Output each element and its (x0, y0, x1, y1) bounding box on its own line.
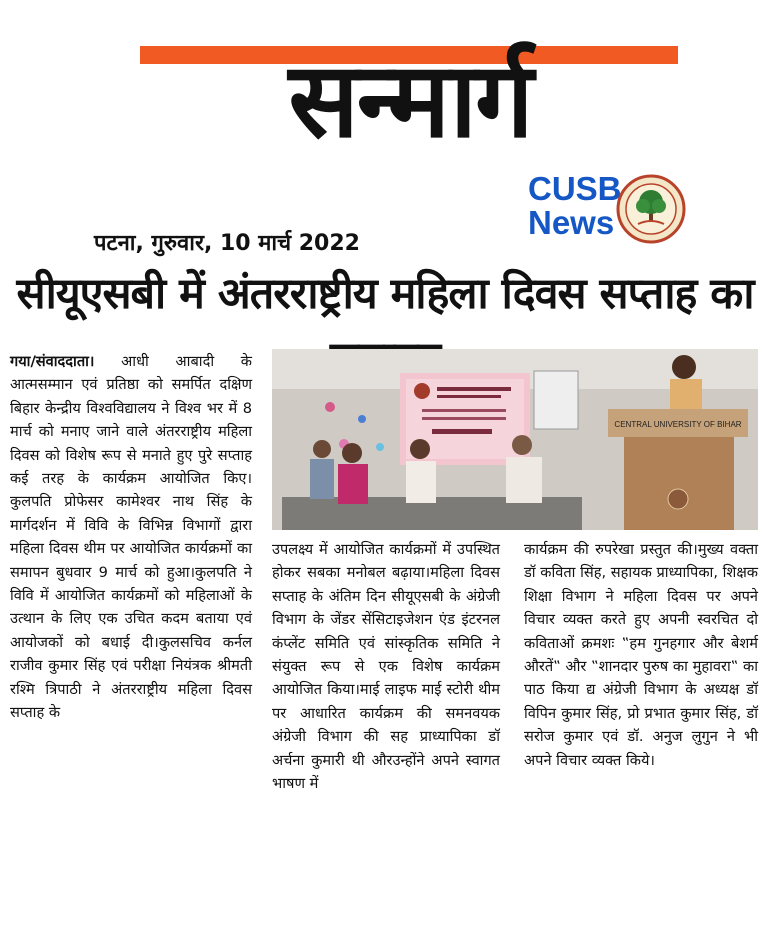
university-seal-icon (616, 174, 686, 244)
newspaper-name: सन्मार्ग (288, 39, 532, 161)
column-2-text: उपलक्ष्य में आयोजित कार्यक्रमों में उपस्थित होकर सबका मनोबल बढ़ाया।महिला दिवस सप्ताह के अंतिम दिन सीयूएसबी के अंग्रेजी विभाग के जेंडर सेंसिटाइजेशन एंड इंटरनल कंप्लेंट समिति एवं सांस्कृतिक समिति ने संयुक्त रूप से एक विशेष कार्यक्रम आयोजित किया।माई लाइफ माई स्टोरी थीम पर आधारित कार्यक्रम की समनवयक अंग्रेजी विभाग की सह प्राध्यापिका डॉ अर्चना कुमारी थी औरउन्होंने अपने स्वागत भाषण में (272, 541, 500, 793)
article-column-3 (524, 538, 758, 772)
column-1-text: आधी आबादी के आत्मसम्मान एवं प्रतिष्ठा को समर्पित दक्षिण बिहार केन्द्रीय विश्वविद्यालय ने विश्व भर में 8 मार्च को मनाए जाने वाले अंतरराष्ट्रीय महिला दिवस को विशेष रूप से मनाते हुए पुरे सप्ताह कई तरह के कार्यक्रम आयोजित किए। कुलपति प्रोफेसर कामेश्वर नाथ सिंह के मार्गदर्शन में विवि के विभिन्न विभागों द्वारा महिला दिवस थीम पर आयोजित कार्यक्रमों का समापन बुधवार 9 मार्च को हुआ।कुलपति ने विवि में आयोजित कार्यक्रमों को महिलाओं के उत्थान के लिए एक उचित कदम बताया एवं आयोजकों को बधाई दी।कुलसचिव कर्नल राजीव कुमार सिंह एवं परीक्षा नियंत्रक श्रीमती रश्मि त्रिपाठी ने अंतरराष्ट्रीय महिला दिवस सप्ताह के (10, 353, 252, 722)
event-photo-illustration (272, 349, 758, 530)
podium-text: CENTRAL UNIVERSITY OF BIHAR (614, 420, 742, 429)
cusb-news-label (528, 170, 622, 241)
byline: गया/संवाददाता। (10, 353, 95, 370)
news-label: News (528, 204, 615, 241)
masthead (140, 20, 680, 161)
article-column-1 (10, 350, 252, 725)
cusb-label: CUSB (528, 170, 622, 207)
dateline: पटना, गुरुवार, 10 मार्च 2022 (94, 231, 360, 256)
column-3-text: कार्यक्रम की रुपरेखा प्रस्तुत की।मुख्य वक्ता डॉ कविता सिंह, सहायक प्राध्यापिका, शिक्षक शिक्षा विभाग ने महिला दिवस पर अपने विचार व्यक्त करते हुए अपनी स्वरचित दो कविताओं क्रमशः ‟हम गुनहगार और बेशर्म औरतें‟ और ‟शानदार पुरुष का मुहावरा‟ का पाठ किया द्य अंग्रेजी विभाग के अध्यक्ष डॉ विपिन कुमार सिंह, प्रो प्रभात कुमार सिंह, डॉ सरोज कुमार एवं डॉ. अनुज लुगुन ने भी अपने विचार व्यक्त किये। (524, 541, 758, 769)
article-headline: सीयूएसबी में अंतरराष्ट्रीय महिला दिवस सप्ताह का (16, 269, 754, 319)
cusb-news-badge (528, 172, 688, 250)
event-photo (272, 349, 758, 530)
article-column-2 (272, 538, 500, 795)
